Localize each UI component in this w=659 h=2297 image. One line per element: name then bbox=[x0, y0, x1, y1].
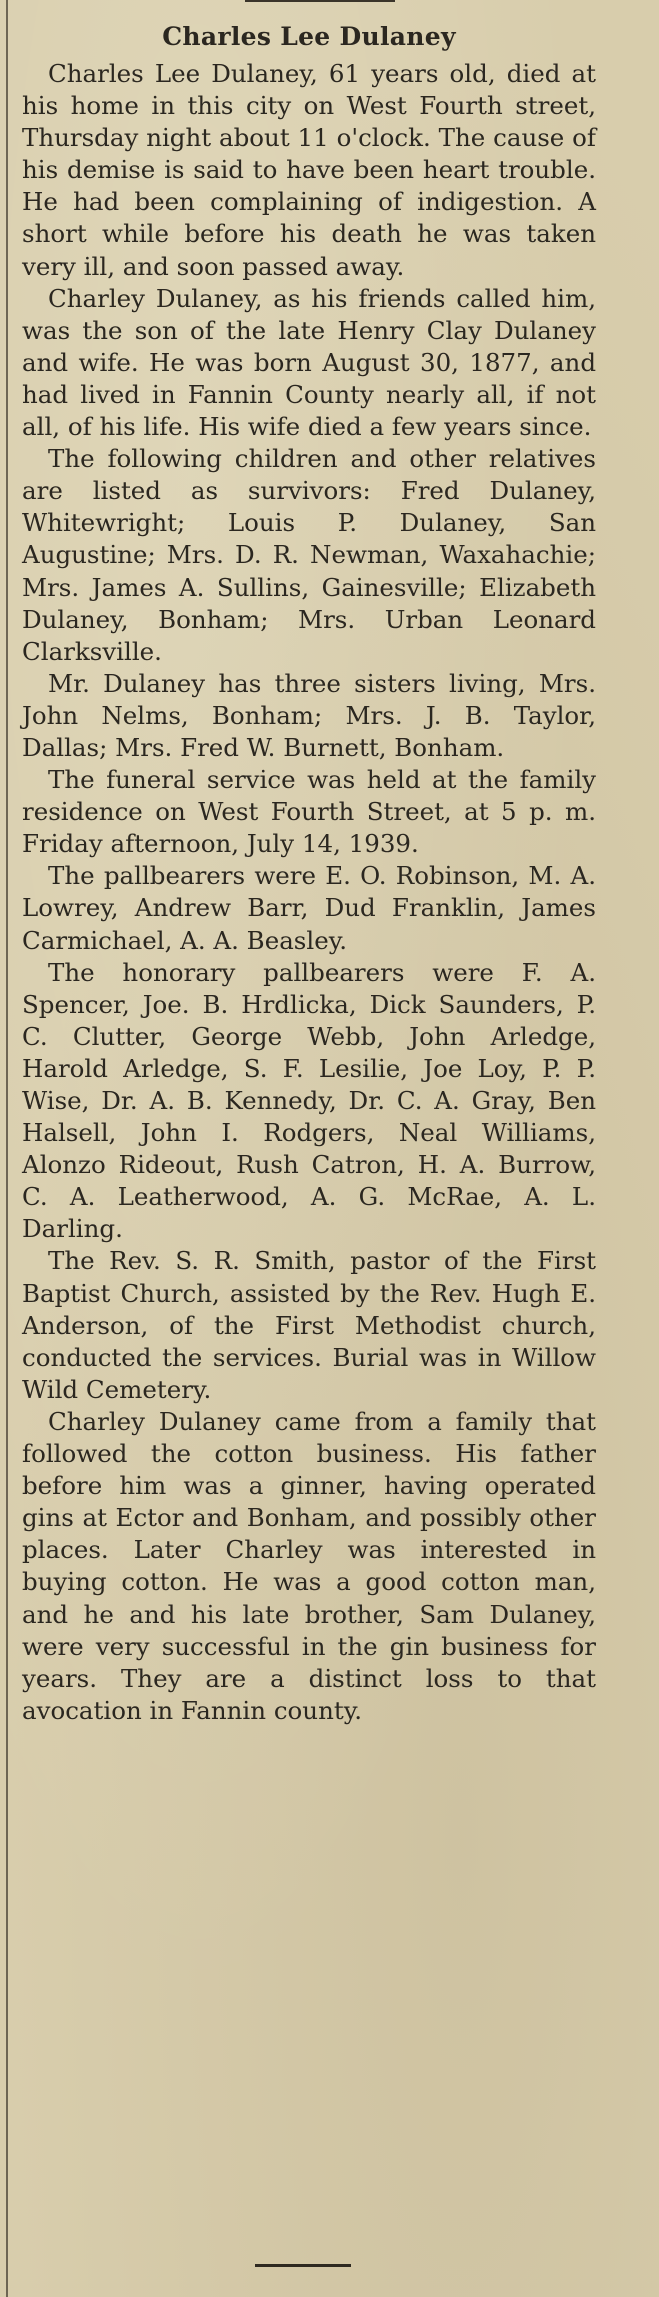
headline: Charles Lee Dulaney bbox=[162, 22, 456, 51]
end-rule bbox=[255, 2264, 351, 2267]
column-divider bbox=[6, 0, 8, 2297]
obituary-column bbox=[22, 20, 596, 1727]
paragraph-survivors: The following children and other relatives are listed as survivors: Fred Dulaney, Whitewright; Louis P. Dulaney, San Augustine; Mrs. D. R. Newman, Waxahachie; Mrs. James A. Sullins, Gainesville; Elizabeth Dulaney, Bonham; Mrs. Urban Leonard Clarksville. bbox=[22, 444, 596, 666]
paragraph-death-notice: Charles Lee Dulaney, 61 years old, died at his home in this city on West Fourth street, Thursday night about 11 o'clock. The cause of his demise is said to have been heart trouble. He had been complaining of indigestion. A short while before his death he was taken very ill, and soon passed away. bbox=[22, 59, 596, 281]
top-rule bbox=[245, 0, 395, 2]
paragraph-funeral-service: The funeral service was held at the family residence on West Fourth Street, at 5 p. m. Friday afternoon, July 14, 1939. bbox=[22, 765, 596, 859]
paragraph-honorary-pallbearers: The honorary pallbearers were F. A. Spencer, Joe. B. Hrdlicka, Dick Saunders, P. C. Clutter, George Webb, John Arledge, Harold Arledge, S. F. Lesilie, Joe Loy, P. P. Wise, Dr. A. B. Kennedy, Dr. C. A. Gray, Ben Halsell, John I. Rodgers, Neal Williams, Alonzo Rideout, Rush Catron, H. A. Burrow, C. A. Leatherwood, A. G. McRae, A. L. Darling. bbox=[22, 957, 596, 1244]
paragraph-biography: Charley Dulaney, as his friends called him, was the son of the late Henry Clay Dulaney and wife. He was born August 30, 1877, and had lived in Fannin County nearly all, if not all, of his life. His wife died a few years since. bbox=[22, 283, 596, 442]
paragraph-officiants-burial: The Rev. S. R. Smith, pastor of the First Baptist Church, assisted by the Rev. Hugh E. Anderson, of the First Methodist church, conducted the services. Burial was in Willow Wild Cemetery. bbox=[22, 1246, 596, 1404]
paragraph-pallbearers: The pallbearers were E. O. Robinson, M. A. Lowrey, Andrew Barr, Dud Franklin, James Carmichael, A. A. Beasley. bbox=[22, 861, 596, 955]
paragraph-cotton-business: Charley Dulaney came from a family that followed the cotton business. His father before him was a ginner, having operated gins at Ector and Bonham, and possibly other places. Later Charley was interested in buying cotton. He was a good cotton man, and he and his late brother, Sam Dulaney, were very successful in the gin business for years. They are a distinct loss to that avocation in Fannin county. bbox=[22, 1406, 596, 1725]
paragraph-sisters: Mr. Dulaney has three sisters living, Mrs. John Nelms, Bonham; Mrs. J. B. Taylor, Dallas; Mrs. Fred W. Burnett, Bonham. bbox=[22, 668, 596, 762]
